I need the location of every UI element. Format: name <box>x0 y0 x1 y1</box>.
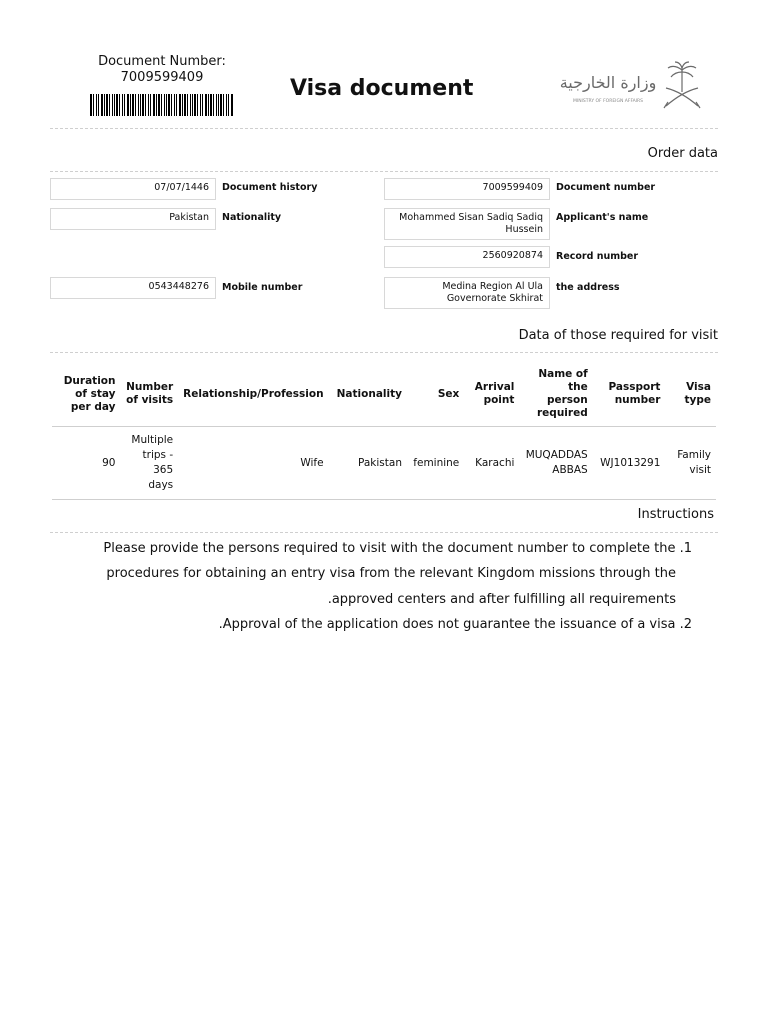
mobile-number-label: Mobile number <box>222 282 303 293</box>
column-header: Name of the person required <box>519 362 592 427</box>
document-number-label: Document Number: <box>98 54 226 69</box>
header-divider <box>50 128 718 129</box>
table-cell: Wife <box>178 427 328 500</box>
column-header: Visa type <box>665 362 716 427</box>
instruction-line: Please provide the persons required to visit with the document number to complete the .1 <box>103 541 692 556</box>
order-data-title: Order data <box>647 146 718 161</box>
column-header: Passport number <box>593 362 666 427</box>
barcode <box>90 94 234 116</box>
table-cell: feminine <box>407 427 464 500</box>
record-number-label: Record number <box>556 251 639 262</box>
nationality-value: Pakistan <box>50 208 216 230</box>
table-cell: WJ1013291 <box>593 427 666 500</box>
address-label: the address <box>556 282 620 293</box>
table-cell: 90 <box>52 427 120 500</box>
record-number-value: 2560920874 <box>384 246 550 268</box>
visit-table <box>52 362 716 500</box>
table-cell: Pakistan <box>329 427 407 500</box>
visit-table-header-row <box>52 362 716 427</box>
column-header: Nationality <box>329 362 407 427</box>
table-cell: Multiple trips - 365 days <box>120 427 178 500</box>
ministry-emblem-logo <box>560 58 704 114</box>
document-number-value: 7009599409 <box>120 70 204 85</box>
table-row <box>52 427 716 500</box>
visit-divider <box>50 352 718 353</box>
svg-text:MINISTRY OF FOREIGN AFFAIRS: MINISTRY OF FOREIGN AFFAIRS <box>572 99 644 104</box>
document-number-value: 7009599409 <box>384 178 550 200</box>
table-cell: Karachi <box>464 427 519 500</box>
svg-text:وزارة الخارجية: وزارة الخارجية <box>560 73 657 92</box>
table-cell: Family visit <box>665 427 716 500</box>
applicant-name-value: Mohammed Sisan Sadiq Sadiq Hussein <box>384 208 550 240</box>
column-header: Relationship/Profession <box>178 362 328 427</box>
order-divider <box>50 171 718 172</box>
document-number-label: Document number <box>556 182 656 193</box>
column-header: Number of visits <box>120 362 178 427</box>
instruction-line: .approved centers and after fulfilling all requirements <box>327 592 676 607</box>
address-value: Medina Region Al Ula Governorate Skhirat <box>384 277 550 309</box>
page-title: Visa document <box>290 76 474 101</box>
column-header: Sex <box>407 362 464 427</box>
document-history-label: Document history <box>222 182 318 193</box>
nationality-label: Nationality <box>222 212 282 223</box>
table-cell: MUQADDAS ABBAS <box>519 427 592 500</box>
document-history-value: 07/07/1446 <box>50 178 216 200</box>
instruction-line: .Approval of the application does not guarantee the issuance of a visa .2 <box>218 617 692 632</box>
document-number-header <box>82 54 242 86</box>
instructions-title: Instructions <box>637 507 714 522</box>
instructions-divider <box>50 532 718 533</box>
column-header: Duration of stay per day <box>52 362 120 427</box>
instruction-line: procedures for obtaining an entry visa from the relevant Kingdom missions through the <box>106 566 676 581</box>
column-header: Arrival point <box>464 362 519 427</box>
applicant-name-label: Applicant's name <box>556 212 649 223</box>
visit-data-title: Data of those required for visit <box>518 328 718 343</box>
mobile-number-value: 0543448276 <box>50 277 216 299</box>
